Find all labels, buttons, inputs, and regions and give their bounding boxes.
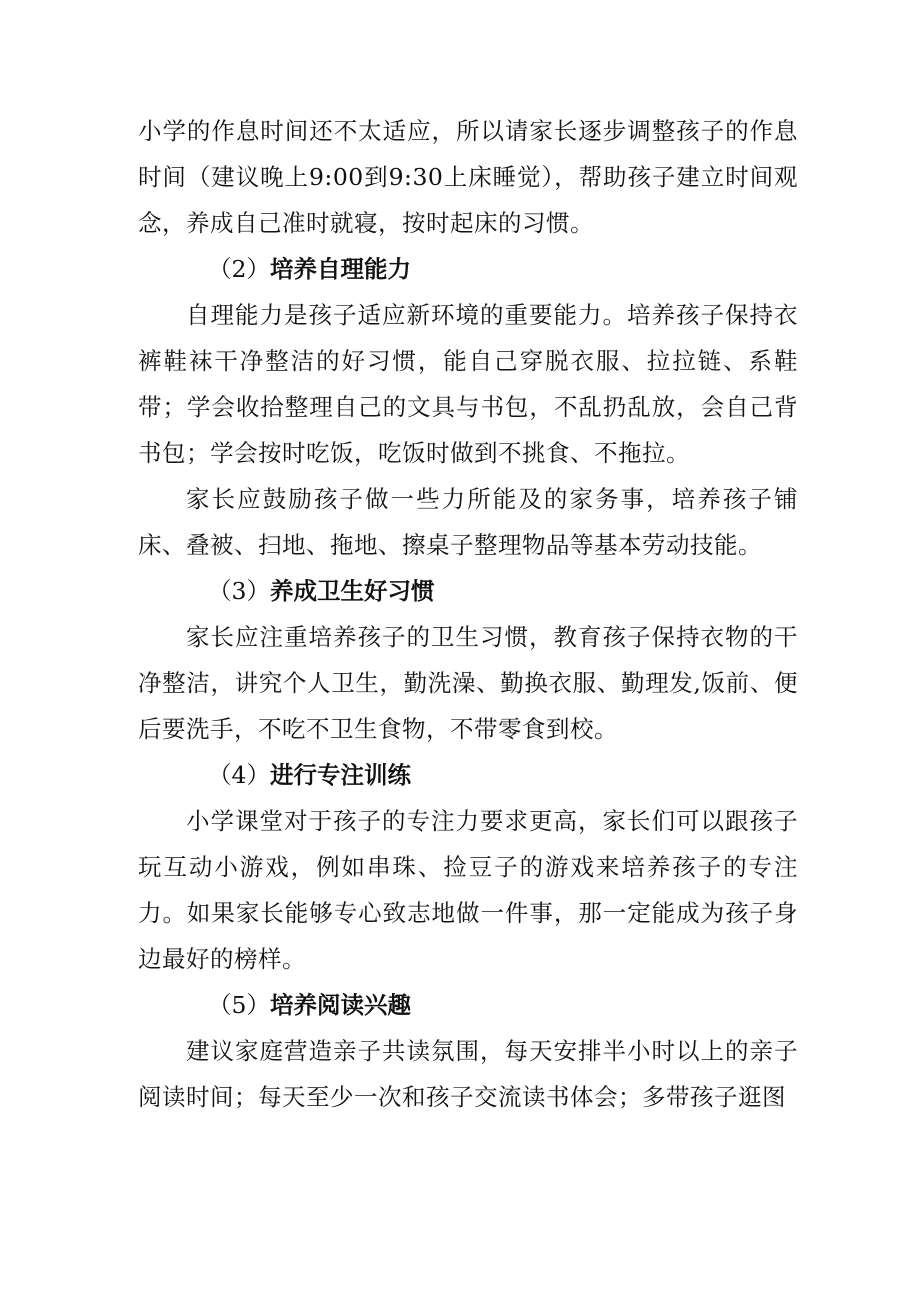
section-heading-3 [138, 568, 798, 614]
document-body [138, 108, 798, 1120]
section-title: 养成卫生好习惯 [269, 577, 435, 605]
section-heading-2 [138, 246, 798, 292]
paragraph-chores: 家长应鼓励孩子做一些力所能及的家务事，培养孩子铺床、叠被、扫地、拖地、擦桌子整理物品等基本劳动技能。 [138, 485, 798, 559]
section-heading-4 [138, 752, 798, 798]
paragraph-self-care: 自理能力是孩子适应新环境的重要能力。培养孩子保持衣裤鞋袜干净整洁的好习惯，能自己穿脱衣服、拉拉链、系鞋带；学会收拾整理自己的文具与书包，不乱扔乱放，会自己背书包；学会按时吃饭，吃饭时做到不挑食、不拖拉。 [138, 301, 798, 467]
paragraph-intro: 小学的作息时间还不太适应，所以请家长逐步调整孩子的作息时间（建议晚上9:00到9:30上床睡觉），帮助孩子建立时间观念，养成自己准时就寝，按时起床的习惯。 [138, 117, 798, 237]
paragraph-hygiene: 家长应注重培养孩子的卫生习惯，教育孩子保持衣物的干净整洁，讲究个人卫生，勤洗澡、勤换衣服、勤理发,饭前、便后要洗手，不吃不卫生食物，不带零食到校。 [138, 623, 798, 743]
section-title: 培养阅读兴趣 [269, 991, 411, 1019]
paragraph-reading: 建议家庭营造亲子共读氛围，每天安排半小时以上的亲子阅读时间；每天至少一次和孩子交流读书体会；多带孩子逛图 [138, 1037, 798, 1111]
section-number: （3） [208, 577, 270, 605]
section-title: 进行专注训练 [269, 761, 411, 789]
section-title: 培养自理能力 [269, 255, 411, 283]
section-number: （4） [208, 761, 270, 789]
section-number: （2） [208, 255, 270, 283]
section-heading-5 [138, 982, 798, 1028]
paragraph-focus: 小学课堂对于孩子的专注力要求更高，家长们可以跟孩子玩互动小游戏，例如串珠、捡豆子的游戏来培养孩子的专注力。如果家长能够专心致志地做一件事，那一定能成为孩子身边最好的榜样。 [138, 807, 798, 973]
section-number: （5） [208, 991, 270, 1019]
